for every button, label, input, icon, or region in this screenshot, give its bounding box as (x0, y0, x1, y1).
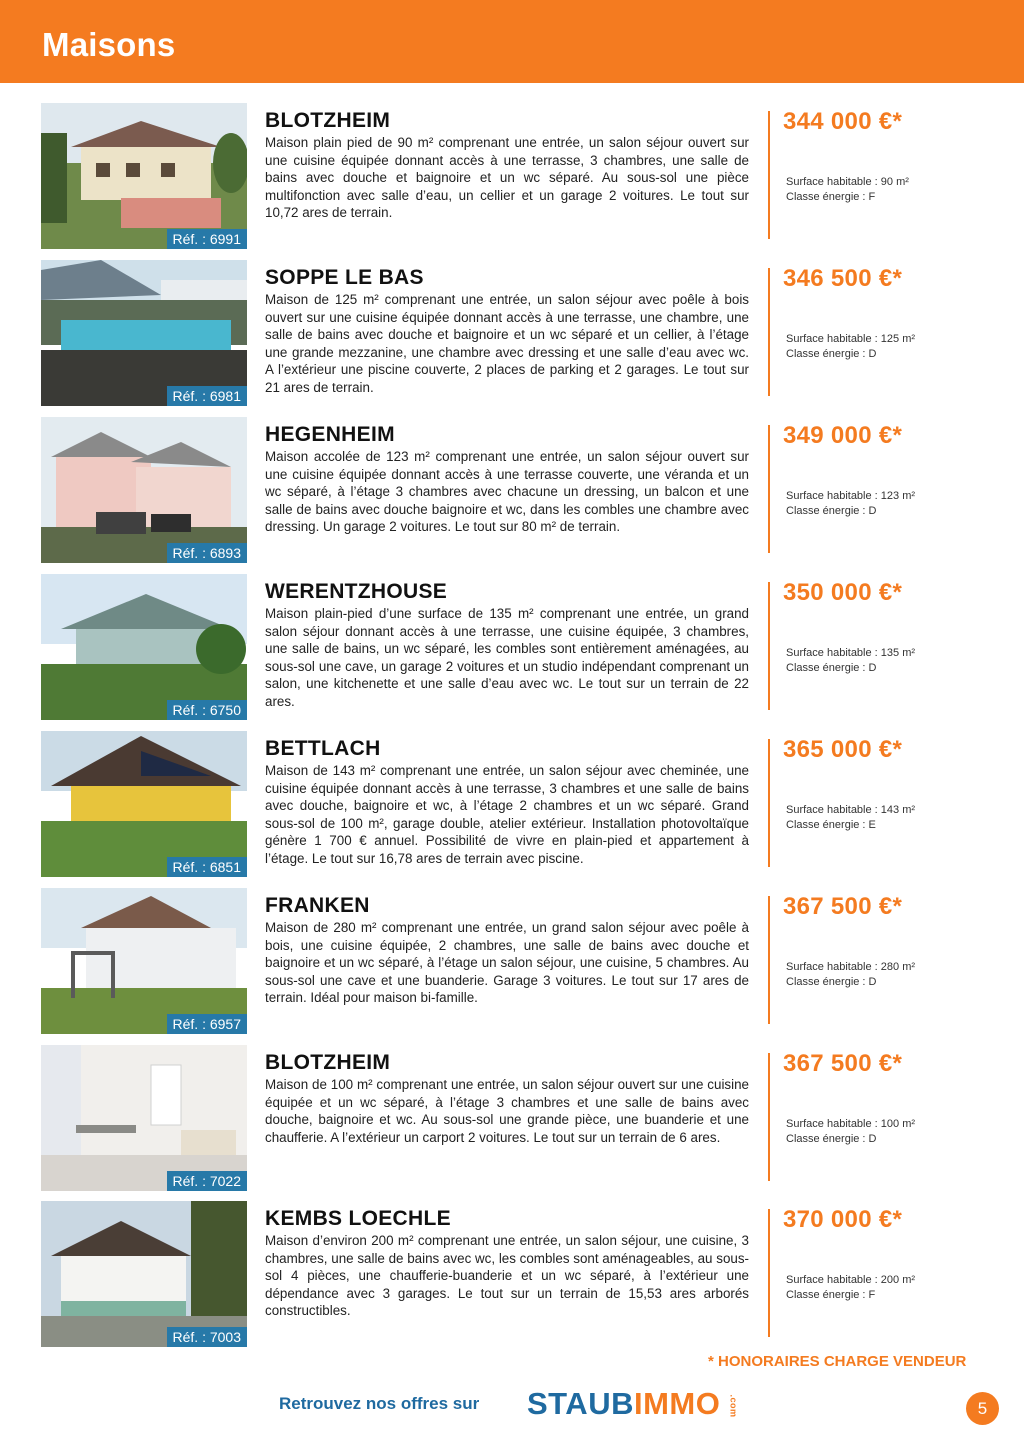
fees-footnote: * HONORAIRES CHARGE VENDEUR (708, 1353, 967, 1370)
listing-price: 349 000 €* (783, 422, 903, 449)
listing-price: 367 500 €* (783, 893, 903, 920)
surface-label: Surface habitable : (786, 1118, 881, 1130)
logo-part-1: STAUB (527, 1386, 634, 1421)
divider (768, 1209, 770, 1337)
property-photo[interactable] (41, 417, 247, 563)
reference-badge: Réf. : 6851 (167, 857, 248, 877)
footer-cta: Retrouvez nos offres sur (279, 1394, 480, 1413)
listing-city: WERENTZHOUSE (265, 580, 448, 603)
property-photo[interactable] (41, 888, 247, 1034)
listing-description: Maison plain-pied d’une surface de 135 m² comprenant une entrée, un grand salon séjour donnant accès à une terrasse, une cuisine équipée, 3 chambres, une salle de bains, un wc séparé, les combles sont entièrement aménagées, au sous-sol une cave, un garage 2 voitures et un studio indépendant comprenant un salon, une kitchenette et une salle d’eau avec wc. Le tout sur un terrain de 22 ares. (265, 606, 749, 709)
reference-badge: Réf. : 6957 (167, 1014, 248, 1034)
divider (768, 896, 770, 1024)
listing-description: Maison de 143 m² comprenant une entrée, un salon séjour avec cheminée, une cuisine équipée donnant accès à une terrasse, 3 chambres et une salle de bains avec douche, baignoire et wc, à l’étage 2 chambres et un wc séparé. Grand sous-sol de 100 m², garage double, atelier extérieur. Installation photovoltaïque génère 1 700 € annuel. Possibilité de vivre en plain-pied et appartement à l’étage. Le tout sur 16,78 ares de terrain avec piscine. (265, 763, 749, 866)
house-photo-image (41, 731, 247, 877)
surface-label: Surface habitable : (786, 804, 881, 816)
listing-card[interactable] (0, 103, 1024, 249)
house-photo-image (41, 260, 247, 406)
surface-value: 125 m² (880, 333, 916, 345)
listing-city: BETTLACH (265, 737, 381, 760)
surface-value: 135 m² (880, 647, 916, 659)
listing-description: Maison de 125 m² comprenant une entrée, un salon séjour avec poêle à bois ouvert sur une cuisine équipée donnant accès à une terrasse, une chambre, une salle de bains avec douche et baignoire et un wc séparé et un cellier, à l’étage une grande mezzanine, une chambre avec dressing et une salle d’eau avec wc. A l’extérieur une piscine couverte, 2 places de parking et 2 garages. Le tout sur 21 ares de terrain. (265, 292, 749, 395)
property-photo[interactable] (41, 103, 247, 249)
listing-price: 350 000 €* (783, 579, 903, 606)
energy-label: Classe énergie : (786, 348, 869, 360)
house-photo-image (41, 1045, 247, 1191)
staubimmo-logo[interactable] (527, 1386, 745, 1422)
divider (768, 582, 770, 710)
energy-label: Classe énergie : (786, 1289, 869, 1301)
listing-card[interactable] (0, 888, 1024, 1034)
surface-label: Surface habitable : (786, 333, 881, 345)
surface-label: Surface habitable : (786, 647, 881, 659)
energy-value: F (868, 191, 876, 203)
house-photo-image (41, 888, 247, 1034)
listing-card[interactable] (0, 417, 1024, 563)
listing-specs (786, 175, 909, 205)
property-photo[interactable] (41, 1201, 247, 1347)
listing-specs (786, 960, 915, 990)
listing-specs (786, 332, 915, 362)
divider (768, 1053, 770, 1181)
energy-label: Classe énergie : (786, 191, 869, 203)
house-photo-image (41, 103, 247, 249)
energy-value: F (868, 1289, 876, 1301)
energy-label: Classe énergie : (786, 976, 869, 988)
reference-badge: Réf. : 6991 (167, 229, 248, 249)
listing-description: Maison de 100 m² comprenant une entrée, un salon séjour ouvert sur une cuisine équipée et un wc séparé, à l’étage 3 chambres et une salle de bains avec douche, baignoire et wc. Au sous-sol une grande pièce, une buanderie et une chaufferie. A l’extérieur un carport 2 voitures. Le tout sur un terrain de 6 ares. (265, 1077, 749, 1145)
listing-specs (786, 803, 915, 833)
divider (768, 425, 770, 553)
listing-price: 370 000 €* (783, 1206, 903, 1233)
surface-label: Surface habitable : (786, 961, 881, 973)
surface-value: 90 m² (880, 176, 909, 188)
surface-value: 280 m² (880, 961, 916, 973)
reference-badge: Réf. : 6893 (167, 543, 248, 563)
surface-value: 200 m² (880, 1274, 916, 1286)
reference-badge: Réf. : 6750 (167, 700, 248, 720)
surface-label: Surface habitable : (786, 490, 881, 502)
page-number: 5 (966, 1392, 999, 1425)
logo-suffix: .com (728, 1394, 739, 1418)
listing-specs (786, 489, 915, 519)
logo-part-2: IMMO (633, 1386, 721, 1421)
energy-value: E (868, 819, 876, 831)
listing-city: SOPPE LE BAS (265, 266, 424, 289)
reference-badge: Réf. : 7003 (167, 1327, 248, 1347)
house-photo-image (41, 574, 247, 720)
listing-city: FRANKEN (265, 894, 370, 917)
listing-description: Maison d’environ 200 m² comprenant une entrée, un salon séjour, une cuisine, 3 chambres, une salle de bains avec wc, les combles sont aménageables, au sous-sol 4 pièces, une chaufferie-buanderie et un wc séparé, à l’extérieur une dépendance avec 3 garages. Le tout sur un terrain de 15,53 ares arborés constructibles. (265, 1233, 749, 1319)
energy-label: Classe énergie : (786, 662, 869, 674)
energy-label: Classe énergie : (786, 819, 869, 831)
reference-badge: Réf. : 6981 (167, 386, 248, 406)
listing-specs (786, 646, 915, 676)
property-photo[interactable] (41, 260, 247, 406)
surface-value: 123 m² (880, 490, 916, 502)
surface-label: Surface habitable : (786, 176, 881, 188)
reference-badge: Réf. : 7022 (167, 1171, 248, 1191)
house-photo-image (41, 417, 247, 563)
energy-label: Classe énergie : (786, 505, 869, 517)
listing-description: Maison plain pied de 90 m² comprenant une entrée, un salon séjour ouvert sur une cuisine équipée donnant accès à une terrasse, 3 chambres, une salle de bains avec douche et baignoire et un wc séparé. Au sous-sol une pièce multifonction avec salle d’eau, un cellier et un garage 2 voitures. Le tout sur 10,72 ares de terrain. (265, 135, 749, 221)
listing-price: 346 500 €* (783, 265, 903, 292)
listing-card[interactable] (0, 574, 1024, 720)
divider (768, 111, 770, 239)
listing-specs (786, 1117, 915, 1147)
listing-city: KEMBS LOECHLE (265, 1207, 451, 1230)
property-photo[interactable] (41, 731, 247, 877)
divider (768, 739, 770, 867)
listing-specs (786, 1273, 915, 1303)
listing-description: Maison de 280 m² comprenant une entrée, un grand salon séjour avec poêle à bois, une cuisine équipée, 2 chambres, une salle de bains avec douche et baignoire et un wc séparé, à l’étage un salon séjour, une cuisine, 5 chambres. Au sous-sol une cave et une buanderie. Garage 3 voitures. Le tout sur 17 ares de terrain. Idéal pour maison bi-famille. (265, 920, 749, 1006)
energy-value: D (868, 348, 877, 360)
energy-value: D (868, 976, 877, 988)
page-header (0, 0, 1024, 83)
listing-card[interactable] (0, 731, 1024, 877)
divider (768, 268, 770, 396)
listing-card[interactable] (0, 1201, 1024, 1347)
listing-city: BLOTZHEIM (265, 109, 391, 132)
listing-price: 344 000 €* (783, 108, 903, 135)
listing-price: 365 000 €* (783, 736, 903, 763)
house-photo-image (41, 1201, 247, 1347)
listing-city: BLOTZHEIM (265, 1051, 391, 1074)
property-photo[interactable] (41, 574, 247, 720)
property-photo[interactable] (41, 1045, 247, 1191)
listing-price: 367 500 €* (783, 1050, 903, 1077)
listing-description: Maison accolée de 123 m² comprenant une entrée, un salon séjour ouvert sur une cuisine équipée donnant accès à une terrasse couverte, une véranda et un wc séparé, à l’étage 3 chambres avec chacune un dressing, un balcon et une salle de bains avec douche baignoire et wc, dans les combles une chambre avec dressing. Un garage 2 voitures. Le tout sur 80 m² de terrain. (265, 449, 749, 535)
page-title: Maisons (42, 26, 176, 63)
surface-label: Surface habitable : (786, 1274, 881, 1286)
listing-card[interactable] (0, 260, 1024, 406)
listing-card[interactable] (0, 1045, 1024, 1191)
surface-value: 100 m² (880, 1118, 916, 1130)
energy-value: D (868, 505, 877, 517)
surface-value: 143 m² (880, 804, 916, 816)
energy-value: D (868, 1133, 877, 1145)
listing-city: HEGENHEIM (265, 423, 395, 446)
energy-value: D (868, 662, 877, 674)
energy-label: Classe énergie : (786, 1133, 869, 1145)
